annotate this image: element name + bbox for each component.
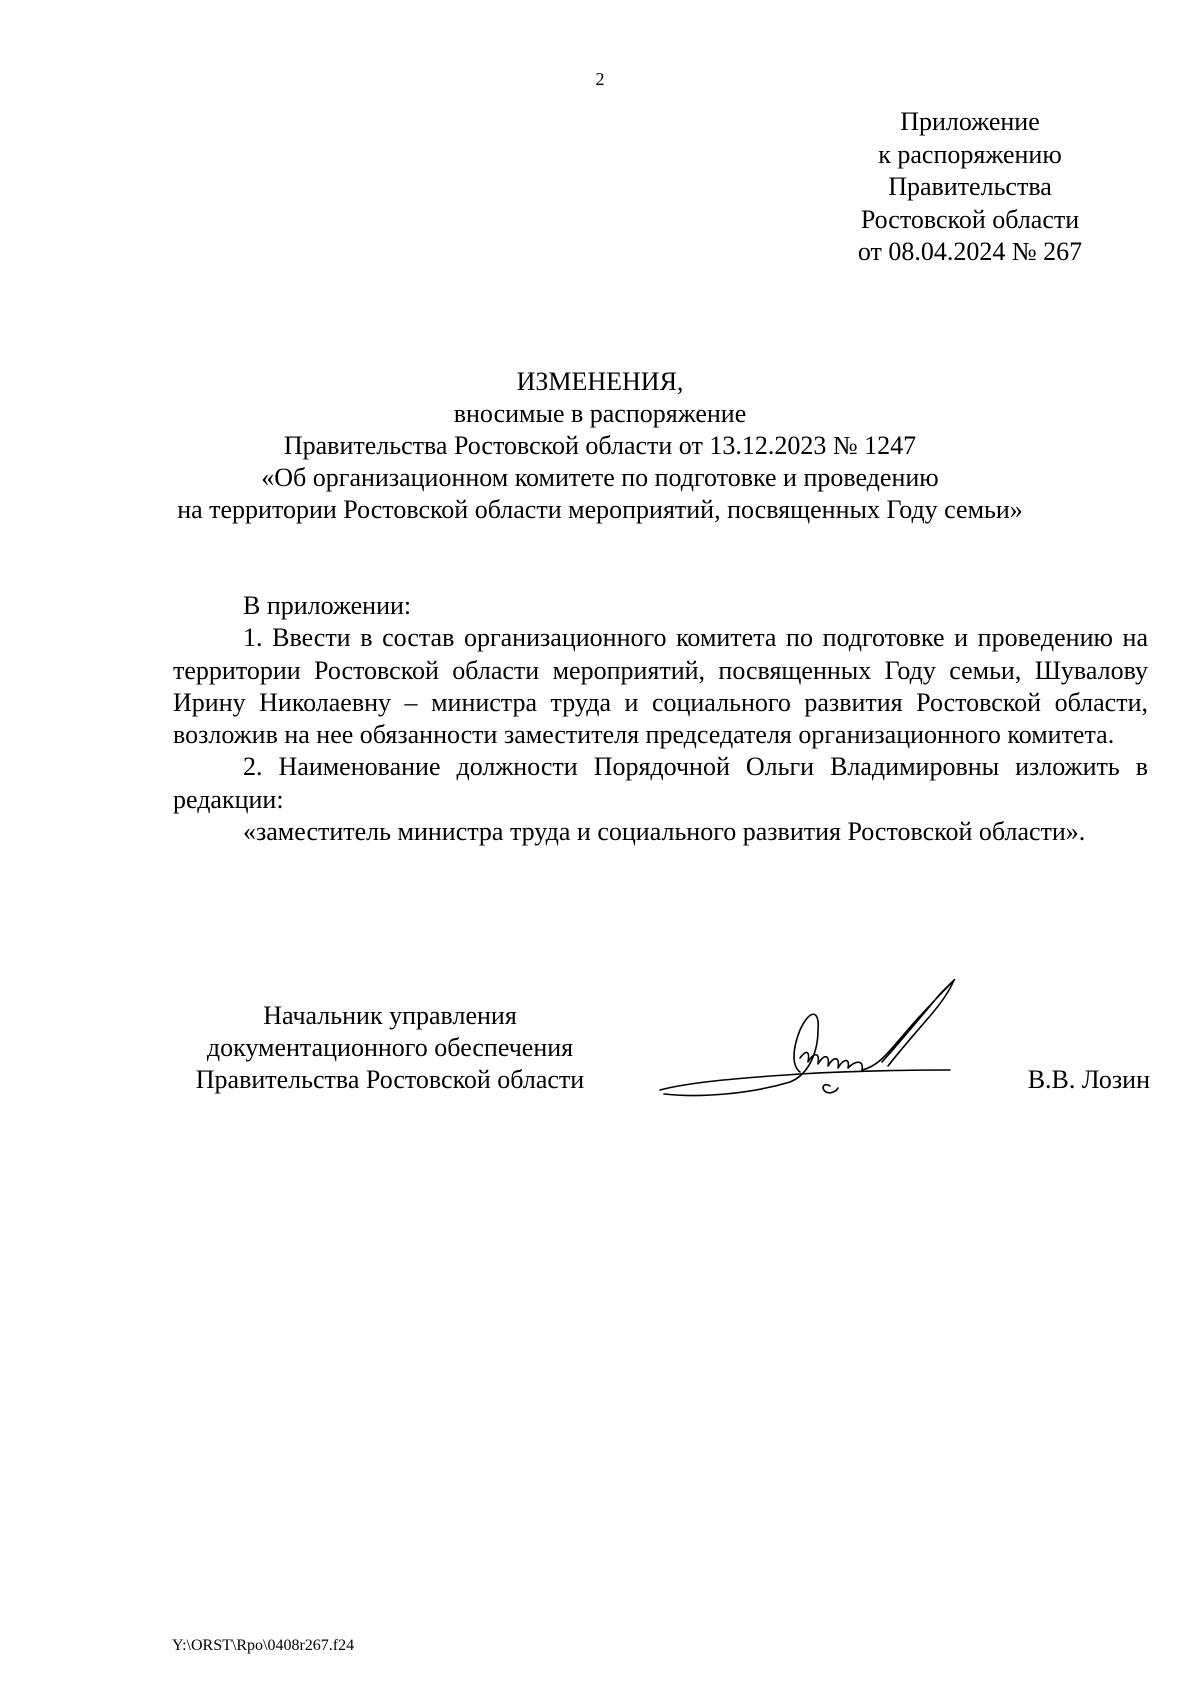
appendix-line-1: Приложение xyxy=(900,107,1040,136)
file-path-footer: Y:\ORST\Rpo\0408r267.f24 xyxy=(172,1637,355,1654)
body-item-1: 1. Ввести в состав организационного комитета по подготовке и проведению на территории Ростовской области мероприятий, посвященных Году семьи, Шувалову Ирину Николаевну – министра труда и социального развития Ростовской области, возложив на нее обязанности заместителя председателя организационного комитета. xyxy=(173,623,1148,750)
document-title: ИЗМЕНЕНИЯ, xyxy=(516,367,684,396)
appendix-line-2: к распоряжению xyxy=(878,139,1062,169)
handwritten-signature xyxy=(650,970,990,1120)
signer-name: В.В. Лозин xyxy=(1027,1065,1150,1094)
appendix-line-4: Ростовской области xyxy=(860,204,1080,234)
position-line-2: документационного обеспечения xyxy=(206,1033,574,1062)
body-item-2: 2. Наименование должности Порядочной Ольги Владимировны изложить в редакции: xyxy=(173,752,1148,814)
title-line-1: вносимые в распоряжение xyxy=(453,399,747,428)
position-line-3: Правительства Ростовской области xyxy=(195,1065,585,1094)
title-line-2: Правительства Ростовской области от 13.12.2023 № 1247 xyxy=(283,431,917,460)
body-item-2-quote: «заместитель министра труда и социального развития Ростовской области». xyxy=(243,817,1086,847)
appendix-header xyxy=(820,106,1120,269)
appendix-line-3: Правительства xyxy=(888,172,1052,201)
signatory-position xyxy=(170,1000,610,1096)
body-intro: В приложении: xyxy=(243,591,412,620)
title-line-3: «Об организационном комитете по подготовке и проведению xyxy=(261,463,939,492)
page-number: 2 xyxy=(595,69,605,89)
document-body xyxy=(173,590,1148,848)
title-line-4: на территории Ростовской области мероприятий, посвященных Году семьи» xyxy=(177,495,1023,524)
position-line-1: Начальник управления xyxy=(263,1001,517,1030)
document-title-block xyxy=(100,366,1100,526)
appendix-line-5: от 08.04.2024 № 267 xyxy=(857,237,1083,266)
